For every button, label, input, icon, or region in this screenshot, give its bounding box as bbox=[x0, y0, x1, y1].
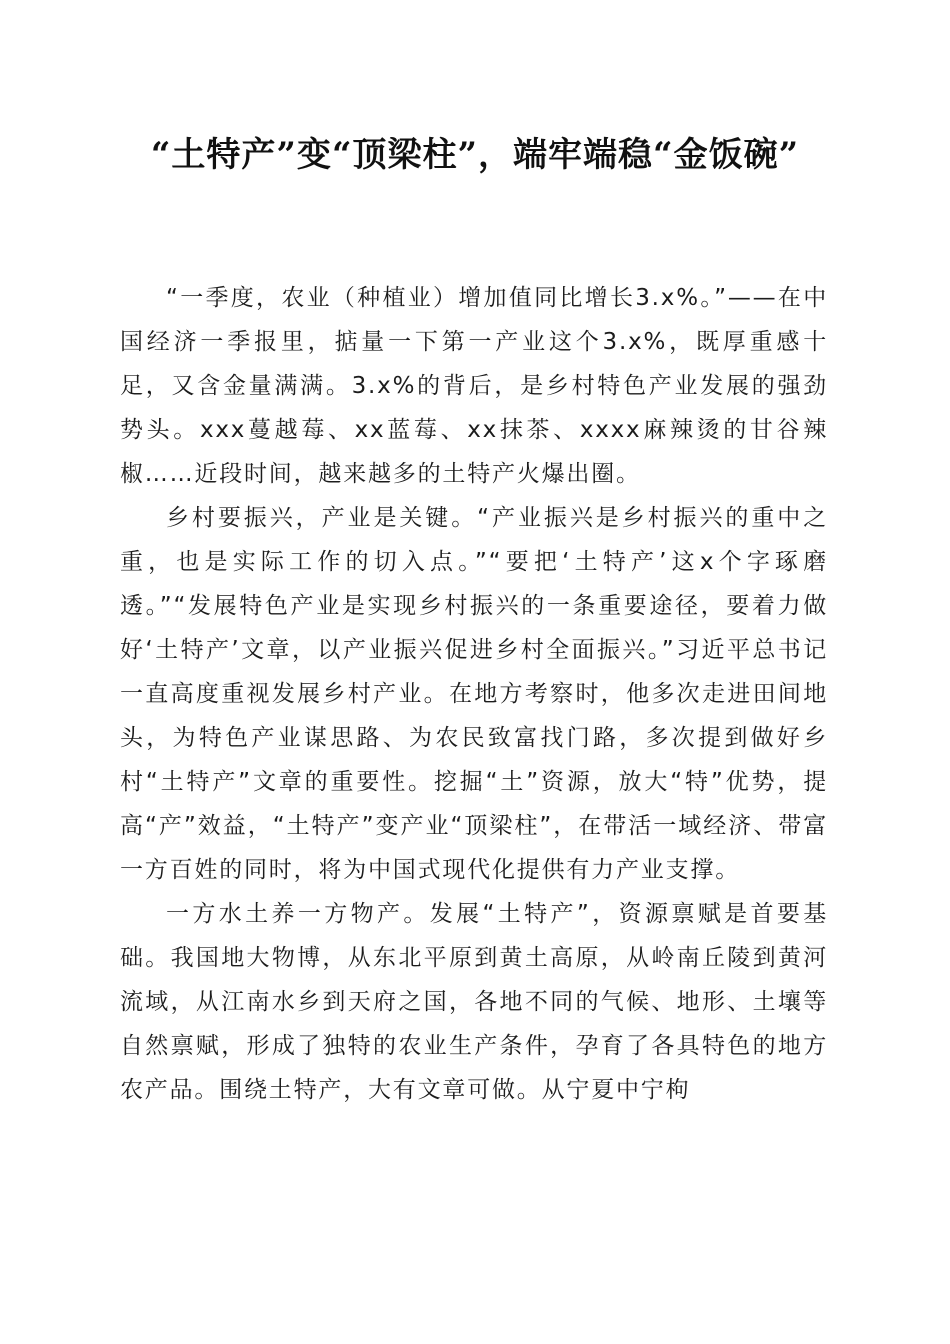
document-title: “土特产”变“顶梁柱”，端牢端稳“金饭碗” bbox=[150, 135, 800, 175]
paragraph-resource-endowment: 一方水土养一方物产。发展“土特产”，资源禀赋是首要基础。我国地大物博，从东北平原到黄土高原，从岭南丘陵到黄河流域，从江南水乡到天府之国，各地不同的气候、地形、土壤等自然禀赋，形成了独特的农业生产条件，孕育了各具特色的地方农产品。围绕土特产，大有文章可做。从宁夏中宁枸 bbox=[120, 901, 828, 1103]
paragraph-rural-revitalization: 乡村要振兴，产业是关键。“产业振兴是乡村振兴的重中之重，也是实际工作的切入点。”“要把‘土特产’这x个字琢磨透。”“发展特色产业是实现乡村振兴的一条重要途径，要着力做好‘土特产’文章，以产业振兴促进乡村全面振兴。”习近平总书记一直高度重视发展乡村产业。在地方考察时，他多次走进田间地头，为特色产业谋思路、为农民致富找门路，多次提到做好乡村“土特产”文章的重要性。挖掘“土”资源，放大“特”优势，提高“产”效益，“土特产”变产业“顶梁柱”，在带活一域经济、带富一方百姓的同时，将为中国式现代化提供有力产业支撑。 bbox=[120, 505, 828, 883]
document-body bbox=[120, 276, 828, 1112]
paragraph-intro: “一季度，农业（种植业）增加值同比增长3.x%。”——在中国经济一季报里，掂量一下第一产业这个3.x%，既厚重感十足，又含金量满满。3.x%的背后，是乡村特色产业发展的强劲势头。xxx蔓越莓、xx蓝莓、xx抹茶、xxxx麻辣烫的甘谷辣椒……近段时间，越来越多的土特产火爆出圈。 bbox=[120, 285, 828, 487]
